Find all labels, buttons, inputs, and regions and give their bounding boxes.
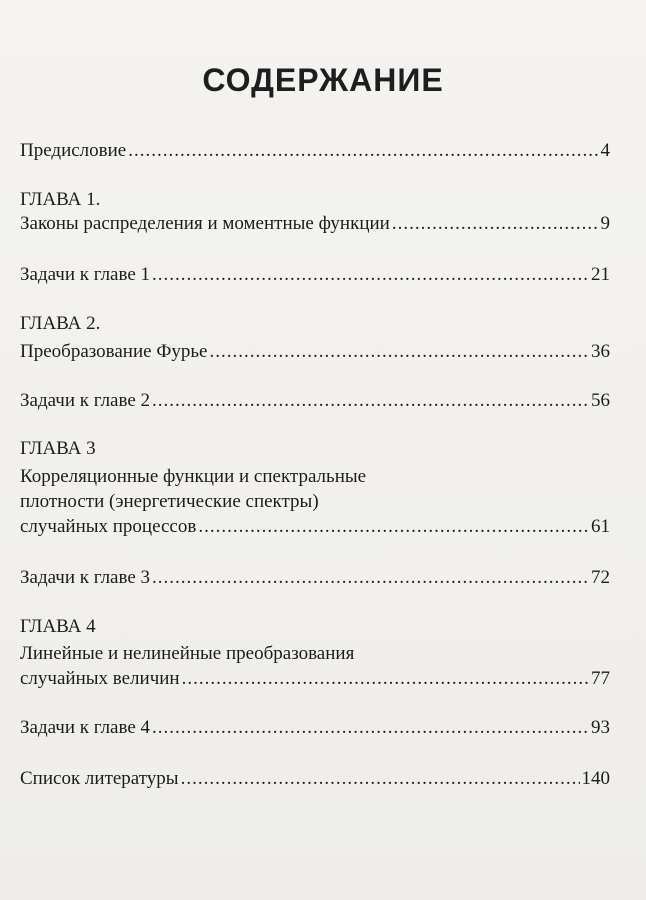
toc-entry-label: Задачи к главе 4 (20, 717, 151, 738)
toc-page-number: 72 (591, 567, 610, 588)
dot-leader (182, 667, 589, 691)
chapter-3-heading: ГЛАВА 3 (20, 438, 96, 459)
toc-entry-chapter-4[interactable] (20, 667, 610, 691)
dot-leader (198, 515, 589, 539)
page-title: СОДЕРЖАНИЕ (202, 62, 444, 98)
toc-entry-chapter-3-line-1: Корреляционные функции и спектральные (20, 466, 367, 487)
toc-entry-tasks-1[interactable] (20, 263, 610, 287)
toc-entry-preface[interactable] (20, 139, 610, 163)
toc-page-number: 77 (591, 668, 610, 689)
dot-leader (152, 566, 589, 590)
toc-entry-label: случайных величин (20, 668, 180, 689)
toc-entry-bibliography[interactable] (20, 767, 610, 791)
toc-entry-chapter-4-line-1: Линейные и нелинейные преобразования (20, 643, 355, 664)
chapter-2-heading: ГЛАВА 2. (20, 313, 101, 334)
dot-leader (152, 389, 589, 413)
toc-entry-label: Задачи к главе 2 (20, 390, 151, 411)
toc-entry-chapter-2[interactable] (20, 340, 610, 364)
dot-leader (128, 139, 598, 163)
toc-entry-label: Законы распределения и моментные функции (20, 213, 390, 234)
toc-entry-chapter-3[interactable] (20, 515, 610, 539)
toc-entry-tasks-3[interactable] (20, 566, 610, 590)
toc-page-number: 21 (591, 264, 610, 285)
toc-page-number: 36 (591, 341, 610, 362)
dot-leader (181, 767, 580, 791)
toc-entry-label: Предисловие (20, 140, 127, 161)
toc-page-number: 93 (591, 717, 610, 738)
toc-entry-label: Список литературы (20, 768, 179, 789)
toc-page-number: 140 (581, 768, 610, 789)
toc-entry-tasks-2[interactable] (20, 389, 610, 413)
toc-entry-chapter-3-line-2: плотности (энергетические спектры) (20, 491, 319, 512)
toc-page-number: 4 (600, 140, 610, 161)
toc-page-number: 9 (600, 213, 610, 234)
dot-leader (392, 212, 599, 236)
dot-leader (152, 716, 589, 740)
toc-entry-label: случайных процессов (20, 516, 197, 537)
dot-leader (209, 340, 589, 364)
toc-entry-label: Задачи к главе 3 (20, 567, 151, 588)
chapter-4-heading: ГЛАВА 4 (20, 616, 96, 637)
toc-entry-label: Задачи к главе 1 (20, 264, 151, 285)
toc-page-number: 56 (591, 390, 610, 411)
toc-page-number: 61 (591, 516, 610, 537)
toc-entry-label: Преобразование Фурье (20, 341, 208, 362)
chapter-1-heading: ГЛАВА 1. (20, 189, 101, 210)
dot-leader (152, 263, 589, 287)
toc-entry-chapter-1[interactable] (20, 212, 610, 236)
toc-entry-tasks-4[interactable] (20, 716, 610, 740)
